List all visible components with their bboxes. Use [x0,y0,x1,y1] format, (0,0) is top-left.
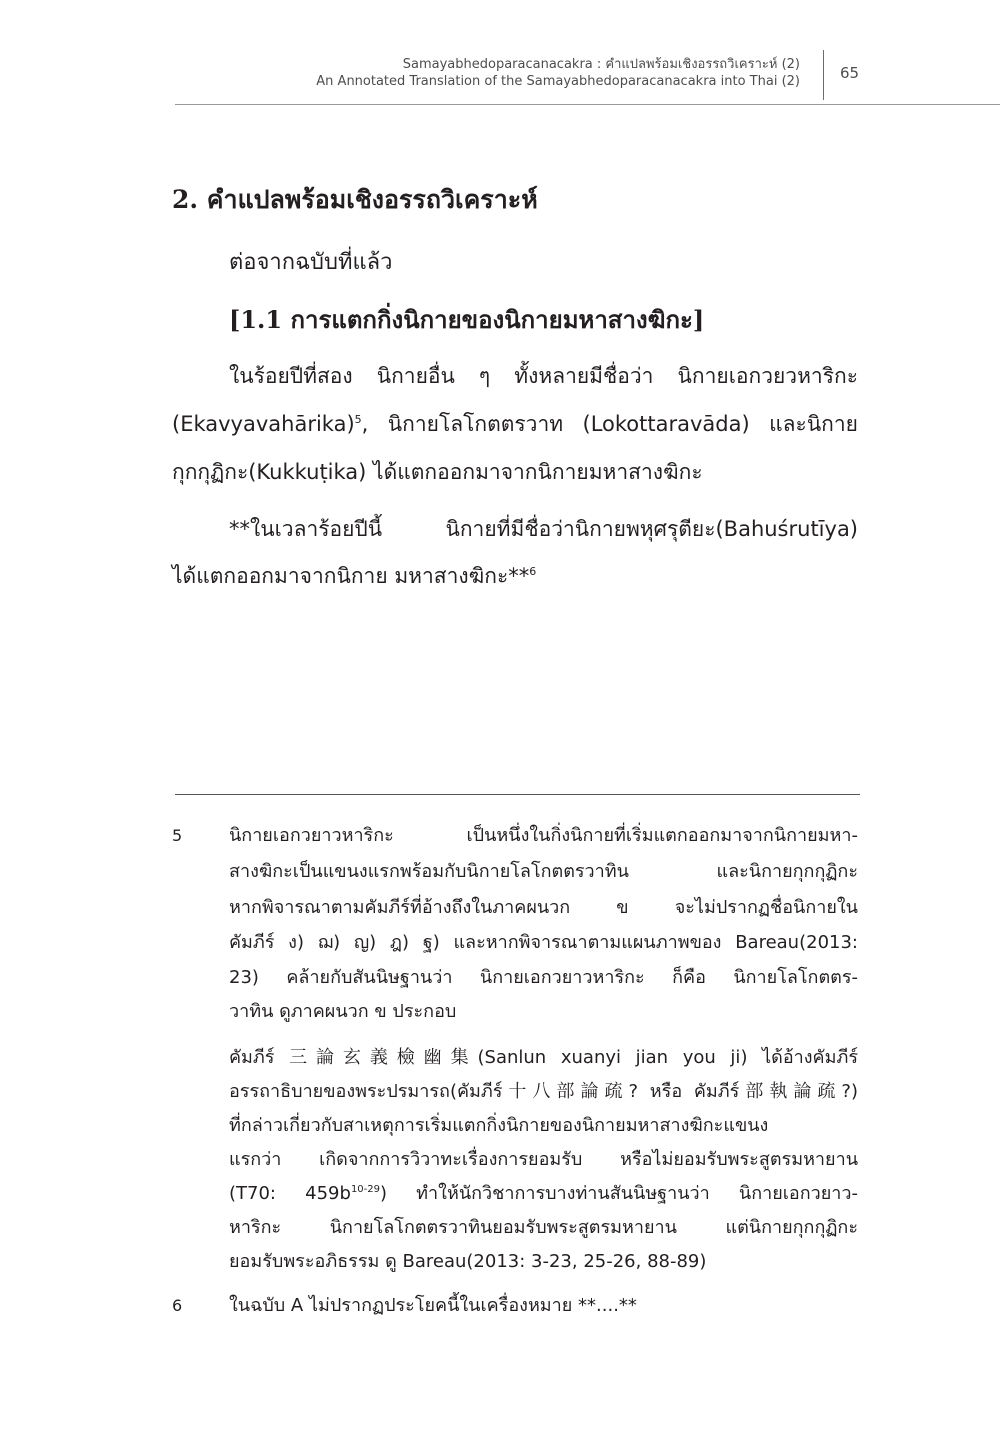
header-vertical-divider [823,50,824,100]
footnote-rule [175,794,860,795]
para1-ekavyavaharika: (Ekavyavahārika) [172,412,355,436]
footnote-5-p2-line: ยอมรับพระอภิธรรม ดู Bareau(2013: 3-23, 25-26, 88-89) [229,1251,707,1272]
footnote-5-p2-line: ที่กล่าวเกี่ยวกับสาเหตุการเริ่มแตกกิ่งนิกายของนิกายมหาสางฆิกะแขนง [229,1115,769,1136]
para2-line1: **ในเวลาร้อยปีนี้ นิกายที่มีชื่อว่านิกายพหุศรุตียะ(Bahuśrutīya) [229,517,858,541]
running-header [316,56,800,90]
continued-note: ต่อจากฉบับที่แล้ว [229,250,393,275]
footnote-5-line: สางฆิกะเป็นแขนงแรกพร้อมกับนิกายโลโกตตรวาทิน และนิกายกุกกุฏิกะ [229,861,858,882]
footnote-5-line: หากพิจารณาตามคัมภีร์ที่อ้างถึงในภาคผนวก ข จะไม่ปรากฏชื่อนิกายใน [229,897,858,918]
footnote-5-p2-line5 [229,1182,858,1206]
footnote-5-p2-line: อรรถาธิบายของพระปรมารถ(คัมภีร์十八部論疏? หรือ คัมภีร์部執論疏?) [229,1081,858,1102]
header-thai-title: Samayabhedoparacanacakra : คำแปลพร้อมเชิงอรรถวิเคราะห์ (2) [402,57,800,72]
footnote-5-p2-line: คัมภีร์ 三論玄義檢幽集(Sanlun xuanyi jian you ji) ได้อ้างคัมภีร์ [229,1047,858,1068]
footnote-ref-5: 5 [354,413,362,426]
footnote-5-citation-lines: 10-29 [350,1184,380,1195]
para1-line2-rest: , นิกายโลโกตตรวาท (Lokottaravāda) และนิกาย [361,412,858,436]
para1-line2 [172,410,858,438]
section-title: 2. คำแปลพร้อมเชิงอรรถวิเคราะห์ [172,185,538,214]
page-number: 65 [840,64,860,82]
para1-line1: ในร้อยปีที่สอง นิกายอื่น ๆ ทั้งหลายมีชื่อว่า นิกายเอกวยวหาริกะ [229,364,858,388]
footnote-6-text: ในฉบับ A ไม่ปรากฏประโยคนี้ในเครื่องหมาย **....** [229,1295,637,1316]
subsection-title: [1.1 การแตกกิ่งนิกายของนิกายมหาสางฆิกะ] [229,305,705,334]
footnote-5-citation: (T70: 459b [229,1183,351,1204]
header-english-title: An Annotated Translation of the Samayabhedoparacanacakra into Thai (2) [316,74,800,89]
footnote-5-line: 23) คล้ายกับสันนิษฐานว่า นิกายเอกวยาวหาริกะ ก็คือ นิกายโลโกตตร- [229,967,858,988]
para2-line2-text: ได้แตกออกมาจากนิกาย มหาสางฆิกะ** [172,564,530,588]
footnote-5-p2-line: แรกว่า เกิดจากการวิวาทะเรื่องการยอมรับ หรือไม่ยอมรับพระสูตรมหายาน [229,1149,858,1170]
footnote-5-line: คัมภีร์ ง) ฌ) ญ) ฎ) ฐ) และหากพิจารณาตามแผนภาพของ Bareau(2013: [229,932,858,953]
para1-line3: กุกกุฏิกะ(Kukkuṭika) ได้แตกออกมาจากนิกายมหาสางฆิกะ [172,460,703,484]
header-horizontal-rule [175,104,1000,105]
para2-line2 [172,562,536,590]
footnote-6-number: 6 [172,1296,183,1315]
footnote-5-line: นิกายเอกวยาวหาริกะ เป็นหนึ่งในกิ่งนิกายที่เริ่มแตกออกมาจากนิกายมหา- [229,825,858,846]
footnote-5-line: วาทิน ดูภาคผนวก ข ประกอบ [229,1001,457,1022]
footnote-ref-6: 6 [529,565,537,578]
footnote-5-number: 5 [172,826,183,845]
footnote-5-p2-line: หาริกะ นิกายโลโกตตรวาทินยอมรับพระสูตรมหายาน แต่นิกายกุกกุฏิกะ [229,1217,858,1238]
footnote-5-citation-rest: ) ทำให้นักวิชาการบางท่านสันนิษฐานว่า นิกายเอกวยาว- [380,1183,858,1204]
